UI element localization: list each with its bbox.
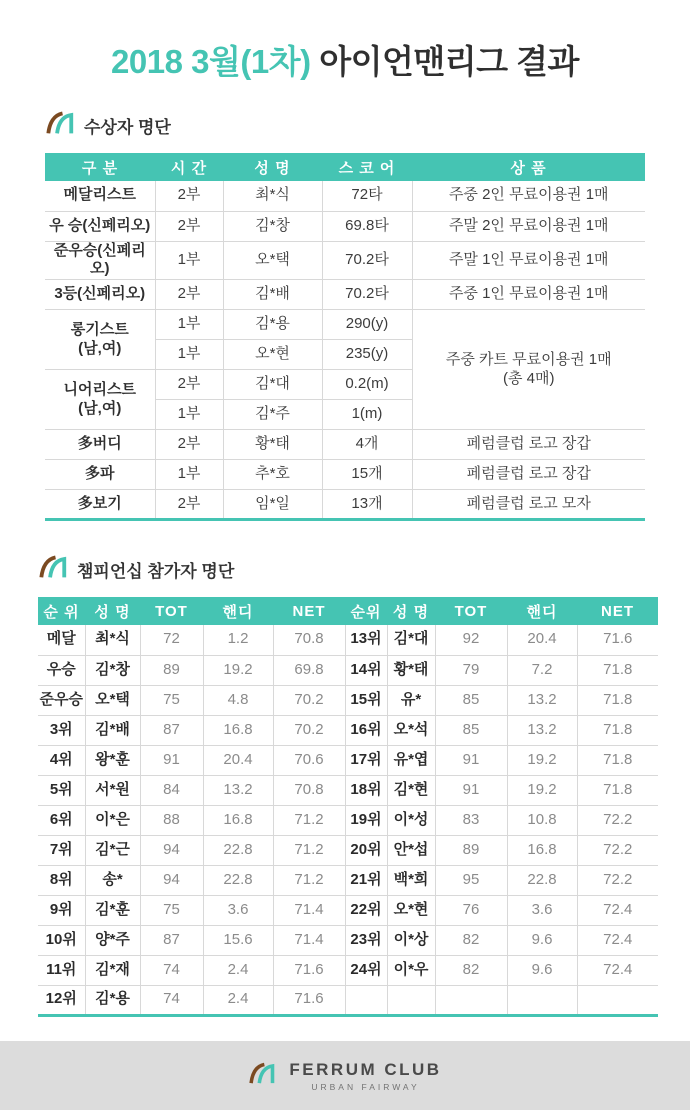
championship-cell: 71.4 — [273, 925, 345, 955]
footer-brand-name: FERRUM CLUB — [289, 1059, 442, 1079]
award-cell: 235(y) — [322, 340, 412, 370]
championship-cell: 우승 — [38, 655, 85, 685]
championship-cell: 21위 — [345, 865, 387, 895]
championship-cell: 19위 — [345, 805, 387, 835]
championship-cell: 71.8 — [577, 655, 658, 685]
championship-cell: 18위 — [345, 775, 387, 805]
award-cell: 13개 — [322, 490, 412, 520]
championship-cell: 1.2 — [203, 625, 273, 655]
championship-cell: 김*배 — [85, 715, 140, 745]
table-row — [38, 805, 658, 835]
championship-table — [38, 597, 658, 1017]
table-row — [45, 310, 645, 340]
championship-cell: 10.8 — [507, 805, 577, 835]
championship-cell: 88 — [140, 805, 203, 835]
championship-column-header: 성 명 — [387, 597, 435, 625]
championship-cell: 유* — [387, 685, 435, 715]
championship-column-header: TOT — [435, 597, 507, 625]
award-cell: 메달리스트 — [45, 181, 155, 211]
award-cell: 임*일 — [223, 490, 322, 520]
championship-cell: 71.8 — [577, 775, 658, 805]
winners-section-heading — [45, 110, 690, 140]
club-arch-icon — [38, 554, 68, 584]
award-cell: 주말 1인 무료이용권 1매 — [412, 241, 645, 280]
championship-cell: 71.2 — [273, 805, 345, 835]
championship-cell: 송* — [85, 865, 140, 895]
championship-cell: 22.8 — [203, 835, 273, 865]
winners-section-label: 수상자 명단 — [84, 117, 171, 137]
award-cell: 니어리스트 (남,여) — [45, 370, 155, 430]
championship-cell: 이*상 — [387, 925, 435, 955]
championship-cell: 71.2 — [273, 865, 345, 895]
award-cell: 김*창 — [223, 211, 322, 241]
award-cell: 우 승(신페리오) — [45, 211, 155, 241]
championship-cell: 4위 — [38, 745, 85, 775]
award-cell: 2부 — [155, 211, 223, 241]
page-title — [0, 0, 690, 83]
table-row — [38, 685, 658, 715]
award-cell: 69.8타 — [322, 211, 412, 241]
championship-cell: 황*태 — [387, 655, 435, 685]
championship-cell: 70.2 — [273, 685, 345, 715]
championship-cell: 75 — [140, 685, 203, 715]
championship-cell: 4.8 — [203, 685, 273, 715]
championship-cell: 16위 — [345, 715, 387, 745]
award-cell: 1부 — [155, 460, 223, 490]
championship-column-header: TOT — [140, 597, 203, 625]
award-column-header: 구 분 — [45, 153, 155, 181]
award-cell: 多버디 — [45, 430, 155, 460]
championship-cell: 69.8 — [273, 655, 345, 685]
championship-cell: 87 — [140, 715, 203, 745]
championship-cell: 75 — [140, 895, 203, 925]
award-column-header: 상 품 — [412, 153, 645, 181]
championship-cell: 13.2 — [507, 685, 577, 715]
championship-cell: 72.2 — [577, 835, 658, 865]
award-cell: 오*택 — [223, 241, 322, 280]
award-cell: 롱기스트 (남,여) — [45, 310, 155, 370]
championship-cell: 11위 — [38, 955, 85, 985]
championship-cell: 23위 — [345, 925, 387, 955]
table-row — [38, 625, 658, 655]
championship-cell: 83 — [435, 805, 507, 835]
table-row — [38, 895, 658, 925]
championship-cell: 7.2 — [507, 655, 577, 685]
award-cell: 1부 — [155, 241, 223, 280]
championship-cell: 72.4 — [577, 925, 658, 955]
championship-cell: 91 — [435, 775, 507, 805]
championship-cell: 9위 — [38, 895, 85, 925]
championship-cell: 오*현 — [387, 895, 435, 925]
championship-cell: 71.8 — [577, 685, 658, 715]
ferrum-club-logo-icon — [248, 1061, 276, 1090]
award-cell: 多보기 — [45, 490, 155, 520]
table-row — [38, 745, 658, 775]
award-cell: 주중 2인 무료이용권 1매 — [412, 181, 645, 211]
championship-cell — [507, 985, 577, 1015]
championship-cell: 94 — [140, 865, 203, 895]
championship-cell: 유*엽 — [387, 745, 435, 775]
championship-column-header: NET — [273, 597, 345, 625]
championship-cell: 92 — [435, 625, 507, 655]
championship-cell: 7위 — [38, 835, 85, 865]
table-row — [38, 775, 658, 805]
championship-column-header: 핸디 — [203, 597, 273, 625]
table-row — [38, 715, 658, 745]
championship-cell: 5위 — [38, 775, 85, 805]
award-cell: 준우승(신페리오) — [45, 241, 155, 280]
championship-cell: 16.8 — [203, 715, 273, 745]
championship-cell: 91 — [435, 745, 507, 775]
championship-cell: 9.6 — [507, 925, 577, 955]
award-cell: 오*현 — [223, 340, 322, 370]
award-cell: 290(y) — [322, 310, 412, 340]
table-row — [38, 655, 658, 685]
championship-cell: 19.2 — [203, 655, 273, 685]
table-row — [45, 280, 645, 310]
championship-cell: 19.2 — [507, 775, 577, 805]
championship-cell: 24위 — [345, 955, 387, 985]
championship-cell: 71.6 — [273, 955, 345, 985]
championship-cell: 20.4 — [507, 625, 577, 655]
championship-cell: 왕*훈 — [85, 745, 140, 775]
table-row — [45, 430, 645, 460]
championship-cell: 2.4 — [203, 985, 273, 1015]
award-cell: 김*용 — [223, 310, 322, 340]
championship-cell: 95 — [435, 865, 507, 895]
championship-cell: 이*성 — [387, 805, 435, 835]
championship-cell: 김*훈 — [85, 895, 140, 925]
championship-cell: 22.8 — [203, 865, 273, 895]
table-row — [38, 955, 658, 985]
championship-cell: 오*석 — [387, 715, 435, 745]
championship-cell: 김*현 — [387, 775, 435, 805]
championship-cell: 15.6 — [203, 925, 273, 955]
championship-section-heading — [38, 554, 690, 584]
championship-cell: 70.8 — [273, 775, 345, 805]
championship-cell — [577, 985, 658, 1015]
award-cell: 70.2타 — [322, 280, 412, 310]
championship-cell: 74 — [140, 985, 203, 1015]
championship-cell: 84 — [140, 775, 203, 805]
award-cell: 1(m) — [322, 400, 412, 430]
award-cell: 2부 — [155, 490, 223, 520]
award-cell: 1부 — [155, 340, 223, 370]
table-row — [45, 460, 645, 490]
championship-cell: 71.8 — [577, 745, 658, 775]
award-cell: 2부 — [155, 181, 223, 211]
award-table — [45, 153, 645, 521]
championship-cell — [435, 985, 507, 1015]
championship-cell: 10위 — [38, 925, 85, 955]
award-cell: 김*대 — [223, 370, 322, 400]
championship-cell: 6위 — [38, 805, 85, 835]
award-cell: 페럼클럽 로고 장갑 — [412, 460, 645, 490]
championship-cell: 13.2 — [203, 775, 273, 805]
championship-cell: 14위 — [345, 655, 387, 685]
championship-cell: 김*근 — [85, 835, 140, 865]
award-cell: 황*태 — [223, 430, 322, 460]
championship-cell: 72 — [140, 625, 203, 655]
championship-cell: 70.2 — [273, 715, 345, 745]
championship-cell: 이*은 — [85, 805, 140, 835]
championship-cell: 20.4 — [203, 745, 273, 775]
table-row — [38, 925, 658, 955]
award-cell: 김*주 — [223, 400, 322, 430]
championship-cell: 85 — [435, 685, 507, 715]
championship-cell: 94 — [140, 835, 203, 865]
championship-cell: 82 — [435, 925, 507, 955]
award-cell: 김*배 — [223, 280, 322, 310]
award-column-header: 스 코 어 — [322, 153, 412, 181]
championship-cell: 16.8 — [203, 805, 273, 835]
championship-cell: 16.8 — [507, 835, 577, 865]
award-cell: 2부 — [155, 280, 223, 310]
award-cell: 0.2(m) — [322, 370, 412, 400]
championship-cell: 김*재 — [85, 955, 140, 985]
award-cell: 1부 — [155, 310, 223, 340]
championship-cell: 91 — [140, 745, 203, 775]
table-row — [45, 490, 645, 520]
page-title-accent: 2018 3월(1차) — [111, 43, 311, 80]
championship-cell: 71.8 — [577, 715, 658, 745]
championship-column-header: 핸디 — [507, 597, 577, 625]
championship-cell: 메달 — [38, 625, 85, 655]
club-arch-icon — [45, 110, 75, 140]
championship-cell: 안*섭 — [387, 835, 435, 865]
championship-cell: 87 — [140, 925, 203, 955]
championship-cell — [345, 985, 387, 1015]
championship-section-label: 챔피언십 참가자 명단 — [77, 561, 235, 581]
championship-table-header-row — [38, 597, 658, 625]
championship-cell: 13.2 — [507, 715, 577, 745]
championship-cell: 22.8 — [507, 865, 577, 895]
championship-cell — [387, 985, 435, 1015]
award-cell: 4개 — [322, 430, 412, 460]
championship-column-header: 성 명 — [85, 597, 140, 625]
championship-cell: 89 — [140, 655, 203, 685]
table-row — [45, 211, 645, 241]
championship-cell: 72.2 — [577, 865, 658, 895]
championship-cell: 양*주 — [85, 925, 140, 955]
table-row — [38, 835, 658, 865]
award-cell: 추*호 — [223, 460, 322, 490]
table-row — [45, 241, 645, 280]
footer-brand-tagline: URBAN FAIRWAY — [311, 1081, 420, 1092]
championship-cell: 오*택 — [85, 685, 140, 715]
award-cell: 페럼클럽 로고 장갑 — [412, 430, 645, 460]
championship-cell: 72.4 — [577, 955, 658, 985]
championship-cell: 2.4 — [203, 955, 273, 985]
award-column-header: 시 간 — [155, 153, 223, 181]
championship-cell: 70.6 — [273, 745, 345, 775]
table-row — [38, 865, 658, 895]
championship-cell: 89 — [435, 835, 507, 865]
award-cell: 15개 — [322, 460, 412, 490]
championship-cell: 김*대 — [387, 625, 435, 655]
award-table-header-row — [45, 153, 645, 181]
championship-cell: 12위 — [38, 985, 85, 1015]
championship-cell: 최*식 — [85, 625, 140, 655]
award-cell: 최*식 — [223, 181, 322, 211]
award-cell: 2부 — [155, 370, 223, 400]
championship-cell: 20위 — [345, 835, 387, 865]
championship-cell: 13위 — [345, 625, 387, 655]
championship-cell: 71.6 — [577, 625, 658, 655]
championship-cell: 준우승 — [38, 685, 85, 715]
championship-cell: 19.2 — [507, 745, 577, 775]
page-title-rest: 아이언맨리그 결과 — [310, 43, 579, 80]
award-cell: 70.2타 — [322, 241, 412, 280]
award-cell: 3등(신페리오) — [45, 280, 155, 310]
championship-cell: 22위 — [345, 895, 387, 925]
championship-cell: 76 — [435, 895, 507, 925]
championship-cell: 72.4 — [577, 895, 658, 925]
championship-cell: 85 — [435, 715, 507, 745]
footer-brand-bar — [0, 1041, 690, 1110]
championship-cell: 3위 — [38, 715, 85, 745]
award-cell: 페럼클럽 로고 모자 — [412, 490, 645, 520]
championship-column-header: NET — [577, 597, 658, 625]
championship-cell: 71.6 — [273, 985, 345, 1015]
championship-cell: 72.2 — [577, 805, 658, 835]
table-row — [38, 985, 658, 1015]
championship-cell: 3.6 — [203, 895, 273, 925]
award-cell: 주중 1인 무료이용권 1매 — [412, 280, 645, 310]
championship-cell: 70.8 — [273, 625, 345, 655]
table-row — [45, 181, 645, 211]
championship-cell: 17위 — [345, 745, 387, 775]
championship-cell: 3.6 — [507, 895, 577, 925]
championship-cell: 71.2 — [273, 835, 345, 865]
championship-cell: 79 — [435, 655, 507, 685]
championship-column-header: 순 위 — [38, 597, 85, 625]
championship-cell: 74 — [140, 955, 203, 985]
award-cell: 72타 — [322, 181, 412, 211]
championship-cell: 8위 — [38, 865, 85, 895]
footer-brand-text — [289, 1060, 441, 1092]
championship-cell: 김*창 — [85, 655, 140, 685]
championship-cell: 서*원 — [85, 775, 140, 805]
award-cell: 1부 — [155, 400, 223, 430]
award-cell: 多파 — [45, 460, 155, 490]
championship-cell: 82 — [435, 955, 507, 985]
award-cell: 주말 2인 무료이용권 1매 — [412, 211, 645, 241]
award-cell: 주중 카트 무료이용권 1매 (총 4매) — [412, 310, 645, 430]
championship-cell: 김*용 — [85, 985, 140, 1015]
award-cell: 2부 — [155, 430, 223, 460]
championship-column-header: 순위 — [345, 597, 387, 625]
award-column-header: 성 명 — [223, 153, 322, 181]
championship-cell: 9.6 — [507, 955, 577, 985]
championship-cell: 백*희 — [387, 865, 435, 895]
championship-cell: 15위 — [345, 685, 387, 715]
championship-cell: 71.4 — [273, 895, 345, 925]
championship-cell: 이*우 — [387, 955, 435, 985]
